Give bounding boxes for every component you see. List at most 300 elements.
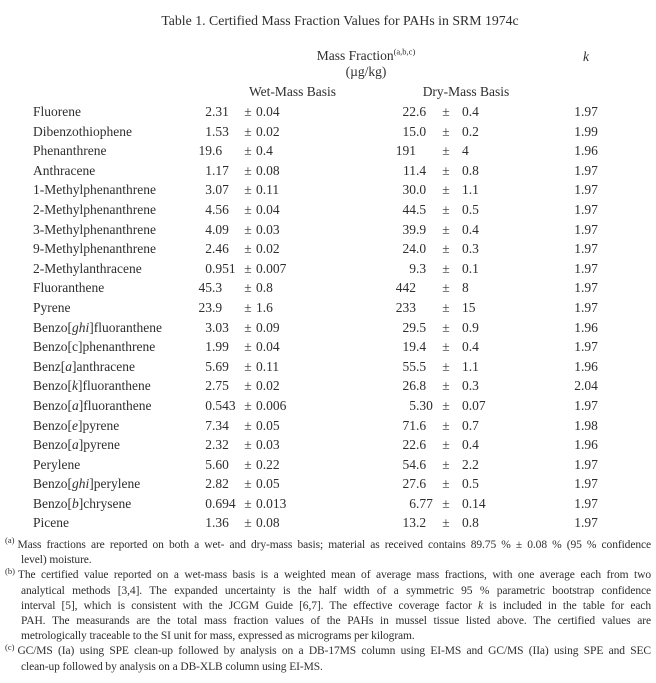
plus-minus-sign: ±: [244, 495, 252, 511]
wet-value-int: 0: [205, 260, 212, 276]
wet-value-int: 1: [205, 339, 212, 355]
plus-minus-sign: ±: [442, 515, 450, 531]
wet-value-frac: .75: [212, 378, 229, 394]
plus-minus-sign: ±: [244, 397, 252, 413]
dry-value-frac: .6: [416, 417, 427, 433]
compound-name: [0, 455, 185, 475]
text-segment: 2-Methylphenanthrene: [33, 201, 156, 217]
wet-value-int: 2: [205, 241, 212, 257]
table-row: [0, 102, 656, 122]
wet-uncertainty: 0.05: [256, 417, 280, 433]
dry-value-frac: .5: [416, 201, 427, 217]
dry-value-frac: [416, 278, 438, 298]
wet-value-int: 3: [205, 182, 212, 198]
wet-value-frac: .60: [212, 456, 229, 472]
dry-value-frac: .77: [416, 495, 433, 511]
dry-value-int: 13: [402, 515, 416, 531]
coverage-factor-value: 1.96: [574, 319, 598, 335]
wet-value-int: 2: [205, 378, 212, 394]
plus-minus-sign: ±: [442, 358, 450, 374]
footnote-marker: (c): [5, 641, 15, 652]
table-row: [0, 141, 656, 161]
dry-value-int: 22: [402, 437, 416, 453]
wet-value-frac: .951: [212, 260, 236, 276]
wet-value-int: 4: [205, 221, 212, 237]
dry-uncertainty: 15: [462, 299, 476, 315]
plus-minus-sign: ±: [244, 299, 252, 315]
wet-mass-basis-header: Wet-Mass Basis: [248, 84, 337, 99]
compound-name: [0, 474, 185, 494]
italic-text-segment: ghi: [71, 319, 90, 335]
wet-uncertainty: 0.04: [256, 339, 280, 355]
compound-name: [0, 200, 185, 220]
table-row: [0, 376, 656, 396]
dry-value-int: 191: [395, 143, 416, 159]
dry-value-int: 39: [402, 221, 416, 237]
italic-text-segment: ghi: [71, 476, 90, 492]
plus-minus-sign: ±: [442, 417, 450, 433]
wet-uncertainty: 0.11: [256, 182, 280, 198]
compound-name: [0, 102, 185, 122]
text-segment: ]fluoranthene: [89, 319, 162, 335]
coverage-factor-value: 1.96: [574, 143, 598, 159]
dry-uncertainty: 0.4: [462, 221, 479, 237]
compound-name: [0, 141, 185, 161]
wet-value-int: 23: [198, 299, 212, 315]
dry-uncertainty: 0.8: [462, 515, 479, 531]
italic-text-segment: k: [71, 378, 78, 394]
mass-fraction-label: Mass Fraction: [316, 48, 394, 63]
plus-minus-sign: ±: [442, 456, 450, 472]
plus-minus-sign: ±: [244, 241, 252, 257]
wet-value-int: 1: [205, 123, 212, 139]
dry-uncertainty: 0.3: [462, 378, 479, 394]
wet-value-frac: .99: [212, 339, 229, 355]
wet-value-frac: .31: [212, 104, 229, 119]
text-segment: metrologically traceable to the SI unit for mass, expressed as micrograms per kilogram.: [21, 630, 415, 643]
wet-value-frac: .32: [212, 437, 229, 453]
plus-minus-sign: ±: [442, 260, 450, 276]
dry-value-frac: .6: [416, 456, 427, 472]
dry-uncertainty: 1.1: [462, 358, 479, 374]
text-segment: Perylene: [33, 456, 81, 472]
dry-value-int: 9: [409, 260, 416, 276]
table-row: [0, 318, 656, 338]
wet-value-int: 4: [205, 201, 212, 217]
dry-uncertainty: 0.14: [462, 495, 486, 511]
dry-value-int: 54: [402, 456, 416, 472]
dry-value-int: 6: [409, 495, 416, 511]
dry-value-int: 30: [402, 182, 416, 198]
footnote: [5, 565, 651, 644]
footnote-line: [5, 584, 651, 599]
footnote-marker: (a): [5, 535, 15, 546]
coverage-factor-value: 1.99: [574, 123, 598, 139]
plus-minus-sign: ±: [442, 143, 450, 159]
dry-uncertainty: 0.7: [462, 417, 479, 433]
wet-value-frac: .69: [212, 358, 229, 374]
footnote-line: [5, 629, 651, 644]
dry-value-frac: .0: [416, 182, 427, 198]
coverage-factor-value: 1.97: [574, 221, 598, 237]
wet-uncertainty: 0.04: [256, 104, 280, 119]
coverage-factor-value: 1.97: [574, 241, 598, 257]
dry-value-frac: .8: [416, 378, 427, 394]
footnote-marker: (b): [5, 565, 15, 576]
wet-value-frac: .09: [212, 221, 229, 237]
footnote: [5, 535, 651, 568]
plus-minus-sign: ±: [442, 241, 450, 257]
text-segment: 2-Methylanthracene: [33, 260, 142, 276]
footnote-line: [5, 565, 651, 583]
wet-value-int: 7: [205, 417, 212, 433]
table-row: [0, 357, 656, 377]
wet-value-frac: .694: [212, 495, 236, 511]
coverage-factor-value: 1.97: [574, 182, 598, 198]
text-segment: 9-Methylphenanthrene: [33, 241, 156, 257]
plus-minus-sign: ±: [442, 162, 450, 178]
coverage-factor-value: 1.96: [574, 437, 598, 453]
text-segment: level) moisture.: [21, 554, 92, 567]
italic-text-segment: a: [65, 358, 72, 374]
text-segment: is included in the table for each: [482, 599, 651, 612]
dry-uncertainty: 0.9: [462, 319, 479, 335]
footnotes: [5, 535, 651, 675]
compound-name: [0, 357, 185, 377]
wet-value-frac: .3: [212, 280, 223, 296]
plus-minus-sign: ±: [442, 104, 450, 119]
plus-minus-sign: ±: [442, 123, 450, 139]
text-segment: ]anthracene: [71, 358, 135, 374]
text-segment: Benzo[c]phenanthrene: [33, 339, 156, 355]
unit-label: (µg/kg): [345, 64, 387, 79]
dry-uncertainty: 0.8: [462, 162, 479, 178]
coverage-factor-value: 2.04: [574, 378, 598, 394]
compound-name: [0, 259, 185, 279]
plus-minus-sign: ±: [244, 476, 252, 492]
plus-minus-sign: ±: [244, 280, 252, 296]
compound-name: [0, 416, 185, 436]
dry-value-int: 11: [403, 162, 416, 178]
dry-value-frac: .0: [416, 123, 427, 139]
dry-uncertainty: 0.5: [462, 476, 479, 492]
dry-value-int: 27: [402, 476, 416, 492]
footnote-line: [5, 641, 651, 659]
wet-value-int: 3: [205, 319, 212, 335]
dry-uncertainty: 0.4: [462, 437, 479, 453]
plus-minus-sign: ±: [244, 143, 252, 159]
wet-uncertainty: 0.8: [256, 280, 273, 296]
coverage-factor-value: 1.97: [574, 260, 598, 276]
text-segment: ]fluoranthene: [77, 378, 151, 394]
coverage-factor-value: 1.97: [574, 201, 598, 217]
table-row: [0, 435, 656, 455]
wet-uncertainty: 0.22: [256, 456, 280, 472]
text-segment: Dibenzothiophene: [33, 123, 132, 139]
wet-value-frac: .46: [212, 241, 229, 257]
plus-minus-sign: ±: [442, 476, 450, 492]
dry-value-int: 71: [402, 417, 416, 433]
wet-value-frac: .9: [212, 299, 223, 315]
wet-value-frac: .17: [212, 162, 229, 178]
text-segment: Pyrene: [33, 299, 71, 315]
plus-minus-sign: ±: [442, 182, 450, 198]
compound-name: [0, 220, 185, 240]
compound-name: [0, 180, 185, 200]
plus-minus-sign: ±: [442, 397, 450, 413]
plus-minus-sign: ±: [244, 221, 252, 237]
table-row: [0, 455, 656, 475]
table-row: [0, 180, 656, 200]
table-row: [0, 513, 656, 533]
wet-value-int: 2: [205, 437, 212, 453]
table-row: [0, 396, 656, 416]
dry-uncertainty: 0.5: [462, 201, 479, 217]
dry-uncertainty: 0.4: [462, 104, 479, 119]
dry-value-int: 24: [402, 241, 416, 257]
plus-minus-sign: ±: [244, 123, 252, 139]
dry-value-frac: .4: [416, 162, 427, 178]
text-segment: The certified value reported on a wet-mass basis is a weighted mean of average mass fractions, with one average each from two: [17, 569, 651, 582]
table-row: [0, 220, 656, 240]
plus-minus-sign: ±: [244, 515, 252, 531]
compound-name: [0, 494, 185, 514]
text-segment: PAH. The measurands are the total mass fraction values of the PAHs in mussel tissue listed above. The certified values are: [21, 615, 651, 628]
dry-value-frac: .5: [416, 319, 427, 335]
wet-uncertainty: 1.6: [256, 299, 273, 315]
plus-minus-sign: ±: [442, 319, 450, 335]
dry-value-frac: .6: [416, 104, 427, 119]
text-segment: Picene: [33, 515, 69, 531]
dry-uncertainty: 0.07: [462, 397, 486, 413]
wet-value-int: 19: [198, 143, 212, 159]
dry-value-frac: .6: [416, 437, 427, 453]
compound-name: [0, 513, 185, 533]
dry-value-int: 5: [409, 397, 416, 413]
footnote: [5, 641, 651, 674]
wet-value-int: 0: [205, 495, 212, 511]
italic-text-segment: a: [71, 437, 79, 453]
table-row: [0, 298, 656, 318]
plus-minus-sign: ±: [244, 104, 252, 119]
mass-fraction-footnote-marker: (a,b,c): [393, 46, 416, 57]
text-segment: GC/MS (Ia) using SPE clean-up followed by analysis on a DB-17MS column using EI-MS and GC/MS (IIa) using SPE and SEC: [17, 645, 651, 658]
plus-minus-sign: ±: [442, 495, 450, 511]
text-segment: Benz[: [33, 358, 66, 374]
footnote-line: [5, 660, 651, 675]
plus-minus-sign: ±: [244, 260, 252, 276]
text-segment: ]pyrene: [77, 417, 120, 433]
table-row: [0, 416, 656, 436]
dry-value-int: 442: [395, 280, 416, 296]
text-segment: Benzo[: [33, 319, 72, 335]
compound-name: [0, 161, 185, 181]
wet-value-int: 5: [205, 456, 212, 472]
text-segment: 3-Methylphenanthrene: [33, 221, 156, 237]
wet-value-frac: .543: [212, 397, 236, 413]
coverage-factor-value: 1.96: [574, 358, 598, 374]
dry-value-frac: [416, 141, 438, 161]
plus-minus-sign: ±: [442, 280, 450, 296]
dry-value-int: 29: [402, 319, 416, 335]
wet-value-frac: .6: [212, 143, 223, 159]
wet-value-frac: .07: [212, 182, 229, 198]
table-row: [0, 259, 656, 279]
coverage-factor-value: 1.97: [574, 299, 598, 315]
text-segment: ]chrysene: [78, 495, 132, 511]
text-segment: Mass fractions are reported on both a wet- and dry-mass basis; material as received contains 89.75 % ± 0.08 % (95 % confidence: [17, 539, 651, 551]
dry-value-int: 55: [402, 358, 416, 374]
dry-uncertainty: 4: [462, 143, 469, 159]
wet-value-int: 45: [198, 280, 212, 296]
wet-uncertainty: 0.08: [256, 515, 280, 531]
text-segment: interval [5], which is consistent with the JCGM Guide [6,7]. The effective coverage factor: [21, 599, 478, 612]
compound-name: [0, 337, 185, 357]
plus-minus-sign: ±: [442, 201, 450, 217]
italic-text-segment: a: [71, 397, 79, 413]
italic-text-segment: k: [477, 599, 483, 612]
table-row: [0, 337, 656, 357]
table-row: [0, 200, 656, 220]
compound-name: [0, 122, 185, 142]
dry-uncertainty: 8: [462, 280, 469, 296]
coverage-factor-value: 1.97: [574, 280, 598, 296]
text-segment: Benzo[: [33, 437, 72, 453]
coverage-factor-value: 1.97: [574, 515, 598, 531]
text-segment: ]perylene: [89, 476, 141, 492]
plus-minus-sign: ±: [244, 417, 252, 433]
table-row: [0, 239, 656, 259]
dry-value-frac: .5: [416, 358, 427, 374]
coverage-factor-value: 1.97: [574, 476, 598, 492]
coverage-factor-value: 1.97: [574, 495, 598, 511]
plus-minus-sign: ±: [244, 437, 252, 453]
plus-minus-sign: ±: [442, 437, 450, 453]
wet-uncertainty: 0.08: [256, 162, 280, 178]
wet-uncertainty: 0.4: [256, 143, 273, 159]
compound-name: [0, 376, 185, 396]
text-segment: Phenanthrene: [33, 143, 107, 159]
plus-minus-sign: ±: [244, 162, 252, 178]
plus-minus-sign: ±: [244, 201, 252, 217]
plus-minus-sign: ±: [442, 378, 450, 394]
text-segment: 1-Methylphenanthrene: [33, 182, 156, 198]
dry-value-int: 15: [402, 123, 416, 139]
plus-minus-sign: ±: [244, 319, 252, 335]
text-segment: Fluoranthene: [33, 280, 105, 296]
wet-value-int: 2: [205, 104, 212, 119]
coverage-factor-value: 1.97: [574, 456, 598, 472]
wet-value-int: 1: [205, 162, 212, 178]
wet-value-frac: .56: [212, 201, 229, 217]
text-segment: analytical methods [3,4]. The expanded uncertainty is the half width of a symmetric 95 % parametric bootstrap confidence: [21, 584, 651, 597]
dry-value-frac: .4: [416, 339, 427, 355]
wet-uncertainty: 0.006: [256, 397, 287, 413]
text-segment: Benzo[: [33, 417, 72, 433]
text-segment: Benzo[: [33, 476, 72, 492]
italic-text-segment: b: [71, 495, 79, 511]
text-segment: Benzo[: [33, 397, 72, 413]
coverage-factor-value: 1.97: [574, 397, 598, 413]
text-segment: Anthracene: [33, 162, 96, 178]
compound-name: [0, 278, 185, 298]
footnote-line: [5, 553, 651, 568]
dry-uncertainty: 0.3: [462, 241, 479, 257]
wet-uncertainty: 0.007: [256, 260, 287, 276]
text-segment: clean-up followed by analysis on a DB-XLB column using EI-MS.: [21, 660, 323, 673]
text-segment: Fluorene: [33, 104, 81, 119]
dry-value-frac: .30: [416, 397, 433, 413]
text-segment: Benzo[: [33, 495, 72, 511]
wet-value-int: 0: [205, 397, 212, 413]
plus-minus-sign: ±: [244, 358, 252, 374]
dry-value-frac: .6: [416, 476, 427, 492]
dry-value-int: 233: [395, 299, 416, 315]
wet-value-int: 1: [205, 515, 212, 531]
wet-value-frac: .82: [212, 476, 229, 492]
footnote-line: [5, 614, 651, 629]
wet-uncertainty: 0.11: [256, 358, 280, 374]
dry-value-int: 44: [402, 201, 416, 217]
dry-uncertainty: 0.1: [462, 260, 479, 276]
plus-minus-sign: ±: [244, 182, 252, 198]
wet-value-frac: .34: [212, 417, 229, 433]
dry-uncertainty: 2.2: [462, 456, 479, 472]
k-column-header: k: [583, 49, 589, 64]
coverage-factor-value: 1.98: [574, 417, 598, 433]
plus-minus-sign: ±: [244, 456, 252, 472]
wet-value-frac: .36: [212, 515, 229, 531]
wet-uncertainty: 0.04: [256, 201, 280, 217]
compound-name: [0, 239, 185, 259]
mass-fraction-header: [276, 48, 456, 64]
plus-minus-sign: ±: [244, 378, 252, 394]
wet-uncertainty: 0.03: [256, 221, 280, 237]
plus-minus-sign: ±: [442, 339, 450, 355]
text-segment: Benzo[: [33, 378, 72, 394]
table-row: [0, 494, 656, 514]
wet-value-int: 5: [205, 358, 212, 374]
compound-name: [0, 396, 185, 416]
plus-minus-sign: ±: [442, 299, 450, 315]
dry-value-int: 22: [402, 104, 416, 119]
footnote-line: [5, 599, 651, 614]
dry-uncertainty: 0.2: [462, 123, 479, 139]
wet-value-frac: .53: [212, 123, 229, 139]
table-row: [0, 278, 656, 298]
wet-value-frac: .03: [212, 319, 229, 335]
dry-value-frac: .3: [416, 260, 427, 276]
dry-value-frac: .9: [416, 221, 427, 237]
text-segment: ]fluoranthene: [78, 397, 152, 413]
wet-uncertainty: 0.05: [256, 476, 280, 492]
wet-uncertainty: 0.02: [256, 123, 280, 139]
italic-text-segment: e: [71, 417, 78, 433]
compound-name: [0, 318, 185, 338]
dry-value-frac: [416, 298, 438, 318]
table-row: [0, 161, 656, 181]
dry-value-int: 26: [402, 378, 416, 394]
compound-name: [0, 298, 185, 318]
table-body: [0, 102, 656, 533]
dry-value-frac: .2: [416, 515, 427, 531]
dry-value-int: 19: [402, 339, 416, 355]
coverage-factor-value: 1.97: [574, 339, 598, 355]
coverage-factor-value: 1.97: [574, 104, 598, 119]
wet-uncertainty: 0.02: [256, 378, 280, 394]
plus-minus-sign: ±: [244, 339, 252, 355]
dry-uncertainty: 0.4: [462, 339, 479, 355]
